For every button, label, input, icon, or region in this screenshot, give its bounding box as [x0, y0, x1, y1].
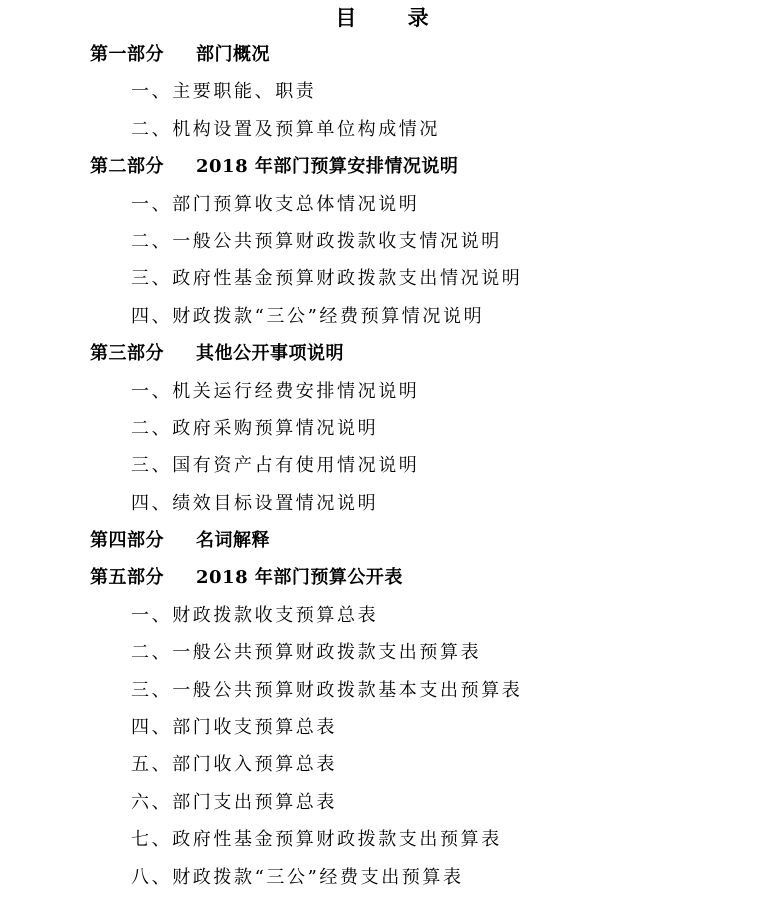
toc-part-heading — [0, 564, 772, 601]
toc-part-label: 第五部分 — [90, 567, 164, 589]
toc-item — [0, 639, 772, 676]
toc-item — [0, 490, 772, 527]
toc-item-text: 四、部门收支预算总表 — [131, 717, 337, 739]
toc-part-heading — [0, 340, 772, 377]
toc-part-heading — [0, 41, 772, 78]
toc-part-heading — [0, 153, 772, 190]
toc-item — [0, 228, 772, 265]
toc-item-text: 一、主要职能、职责 — [131, 81, 317, 103]
toc-item-text: 八、财政拨款“三公”经费支出预算表 — [131, 866, 464, 888]
toc-item — [0, 602, 772, 639]
toc-item-text: 三、国有资产占有使用情况说明 — [131, 455, 420, 477]
toc-item-text: 四、绩效目标设置情况说明 — [131, 492, 379, 514]
document-title: 目 录 — [335, 5, 451, 30]
table-of-contents — [0, 41, 772, 901]
toc-item — [0, 191, 772, 228]
toc-item — [0, 303, 772, 340]
toc-item — [0, 789, 772, 826]
toc-part-title: 部门概况 — [196, 44, 270, 65]
toc-item — [0, 452, 772, 489]
toc-item-text: 七、政府性基金预算财政拨款支出预算表 — [131, 829, 502, 851]
toc-item — [0, 116, 772, 153]
toc-item — [0, 378, 772, 415]
toc-item-text: 一、机关运行经费安排情况说明 — [131, 380, 420, 402]
toc-item-text: 一、部门预算收支总体情况说明 — [131, 193, 420, 215]
toc-part-label: 第一部分 — [90, 44, 164, 65]
toc-item — [0, 78, 772, 115]
toc-part-label: 第二部分 — [90, 156, 164, 178]
toc-item — [0, 677, 772, 714]
toc-item — [0, 415, 772, 452]
toc-item-text: 一、财政拨款收支预算总表 — [131, 604, 379, 626]
toc-item-text: 三、政府性基金预算财政拨款支出情况说明 — [131, 268, 523, 290]
toc-part-title: 2018 年部门预算安排情况说明 — [196, 156, 459, 178]
toc-part-title: 其他公开事项说明 — [196, 343, 344, 365]
toc-item — [0, 826, 772, 863]
toc-item-text: 二、政府采购预算情况说明 — [131, 417, 379, 439]
toc-item-text: 三、一般公共预算财政拨款基本支出预算表 — [131, 679, 523, 701]
toc-part-title: 2018 年部门预算公开表 — [196, 567, 403, 589]
toc-item-text: 六、部门支出预算总表 — [131, 791, 337, 813]
toc-item-text: 四、财政拨款“三公”经费预算情况说明 — [131, 305, 485, 327]
toc-part-label: 第三部分 — [90, 343, 164, 365]
toc-item — [0, 864, 772, 901]
toc-item-text: 二、一般公共预算财政拨款支出预算表 — [131, 642, 482, 664]
toc-part-heading — [0, 527, 772, 564]
toc-part-title: 名词解释 — [196, 530, 270, 552]
toc-item-text: 二、一般公共预算财政拨款收支情况说明 — [131, 230, 502, 252]
toc-item — [0, 265, 772, 302]
toc-item-text: 五、部门收入预算总表 — [131, 754, 337, 776]
toc-item — [0, 751, 772, 788]
toc-item-text: 二、机构设置及预算单位构成情况 — [131, 118, 440, 140]
toc-item — [0, 714, 772, 751]
toc-part-label: 第四部分 — [90, 530, 164, 552]
